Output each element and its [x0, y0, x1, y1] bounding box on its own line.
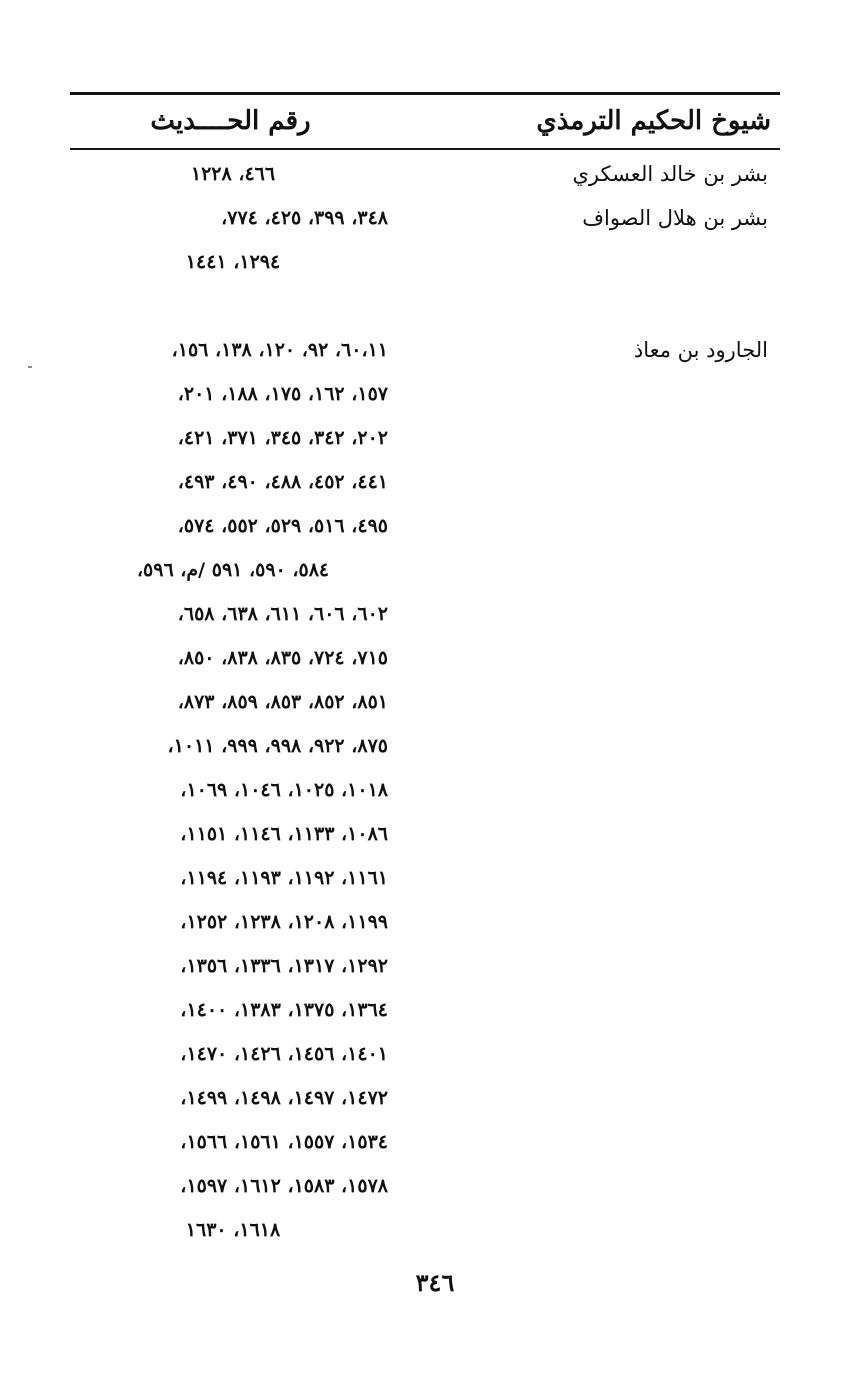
table-row: [70, 724, 780, 768]
hadith-numbers: ١٣٦٤، ١٣٧٥، ١٣٨٣، ١٤٠٠،: [180, 999, 388, 1021]
teacher-name: الجارود بن معاذ: [633, 338, 768, 362]
table-row: [70, 196, 780, 240]
hadith-numbers: ١٤٧٢، ١٤٩٧، ١٤٩٨، ١٤٩٩،: [180, 1087, 388, 1109]
hadith-numbers: ٦٠،١١، ٩٢، ١٢٠، ١٣٨، ١٥٦،: [171, 339, 388, 361]
table-row: [70, 240, 780, 284]
table-row: [70, 680, 780, 724]
hadith-numbers: ٣٤٨، ٣٩٩، ٤٢٥، ٧٧٤،: [221, 207, 388, 229]
hadith-numbers: ٤٩٥، ٥١٦، ٥٢٩، ٥٥٢، ٥٧٤،: [177, 515, 388, 537]
table-row: [70, 416, 780, 460]
table-row: [70, 504, 780, 548]
table-row: [70, 900, 780, 944]
table-row: [70, 1164, 780, 1208]
table-row: [70, 1032, 780, 1076]
table-row: [70, 944, 780, 988]
hadith-numbers: ٦٠٢، ٦٠٦، ٦١١، ٦٣٨، ٦٥٨،: [177, 603, 388, 625]
hadith-numbers: ٤٦٦، ١٢٢٨: [190, 163, 276, 185]
hadith-numbers: ١١٦١، ١١٩٢، ١١٩٣، ١١٩٤،: [180, 867, 388, 889]
table-row: [70, 152, 780, 196]
hadith-numbers: ١٢٩٢، ١٣١٧، ١٣٣٦، ١٣٥٦،: [180, 955, 388, 977]
table-row: [70, 548, 780, 592]
hadith-numbers: ١٥٣٤، ١٥٥٧، ١٥٦١، ١٥٦٦،: [180, 1131, 388, 1153]
header-rule: [70, 148, 780, 150]
hadith-numbers: ١٥٧٨، ١٥٨٣، ١٦١٢، ١٥٩٧،: [180, 1175, 388, 1197]
table-row: [70, 768, 780, 812]
top-rule: [70, 92, 780, 95]
hadith-numbers: ١٢٩٤، ١٤٤١: [185, 251, 281, 273]
table-row: [70, 1208, 780, 1252]
hadith-numbers: ٧١٥، ٧٢٤، ٨٣٥، ٨٣٨، ٨٥٠،: [177, 647, 388, 669]
teacher-name: بشر بن خالد العسكري: [572, 162, 768, 186]
table-row: [70, 1076, 780, 1120]
hadith-numbers: ٢٠٢، ٣٤٢، ٣٤٥، ٣٧١، ٤٢١،: [177, 427, 388, 449]
table-row: [70, 1120, 780, 1164]
hadith-numbers: ١٥٧، ١٦٢، ١٧٥، ١٨٨، ٢٠١،: [177, 383, 388, 405]
hadith-numbers: [78, 284, 388, 328]
hadith-numbers: ٨٧٥، ٩٢٢، ٩٩٨، ٩٩٩، ١٠١١،: [167, 735, 388, 757]
hadith-numbers: ١١٩٩، ١٢٠٨، ١٢٣٨، ١٢٥٢،: [180, 911, 388, 933]
hadith-numbers: ١٦١٨، ١٦٣٠: [185, 1219, 281, 1241]
table-row: [70, 284, 780, 328]
table-row: [70, 988, 780, 1032]
hadith-numbers: ١٠٨٦، ١١٣٣، ١١٤٦، ١١٥١،: [180, 823, 388, 845]
page-number: ٣٤٦: [415, 1268, 455, 1297]
table-row: [70, 812, 780, 856]
hadith-numbers: ٥٨٤، ٥٩٠، ٥٩١ /م، ٥٩٦،: [136, 559, 330, 581]
hadith-numbers: ٤٤١، ٤٥٢، ٤٨٨، ٤٩٠، ٤٩٣،: [177, 471, 388, 493]
column-header-teachers: شيوخ الحكيم الترمذي: [536, 106, 771, 136]
scan-speck: [28, 366, 32, 368]
teacher-name: بشر بن هلال الصواف: [582, 206, 768, 230]
table-row: [70, 636, 780, 680]
table-row: [70, 592, 780, 636]
hadith-numbers: ١٠١٨، ١٠٢٥، ١٠٤٦، ١٠٦٩،: [180, 779, 388, 801]
hadith-numbers: ٨٥١، ٨٥٢، ٨٥٣، ٨٥٩، ٨٧٣،: [177, 691, 388, 713]
table-row: [70, 372, 780, 416]
table-row: [70, 856, 780, 900]
table-row: [70, 460, 780, 504]
table-row: [70, 328, 780, 372]
hadith-numbers: ١٤٠١، ١٤٥٦، ١٤٢٦، ١٤٧٠،: [180, 1043, 388, 1065]
column-header-hadith-number: رقم الحــــديث: [150, 106, 311, 136]
index-table: [70, 152, 780, 1252]
